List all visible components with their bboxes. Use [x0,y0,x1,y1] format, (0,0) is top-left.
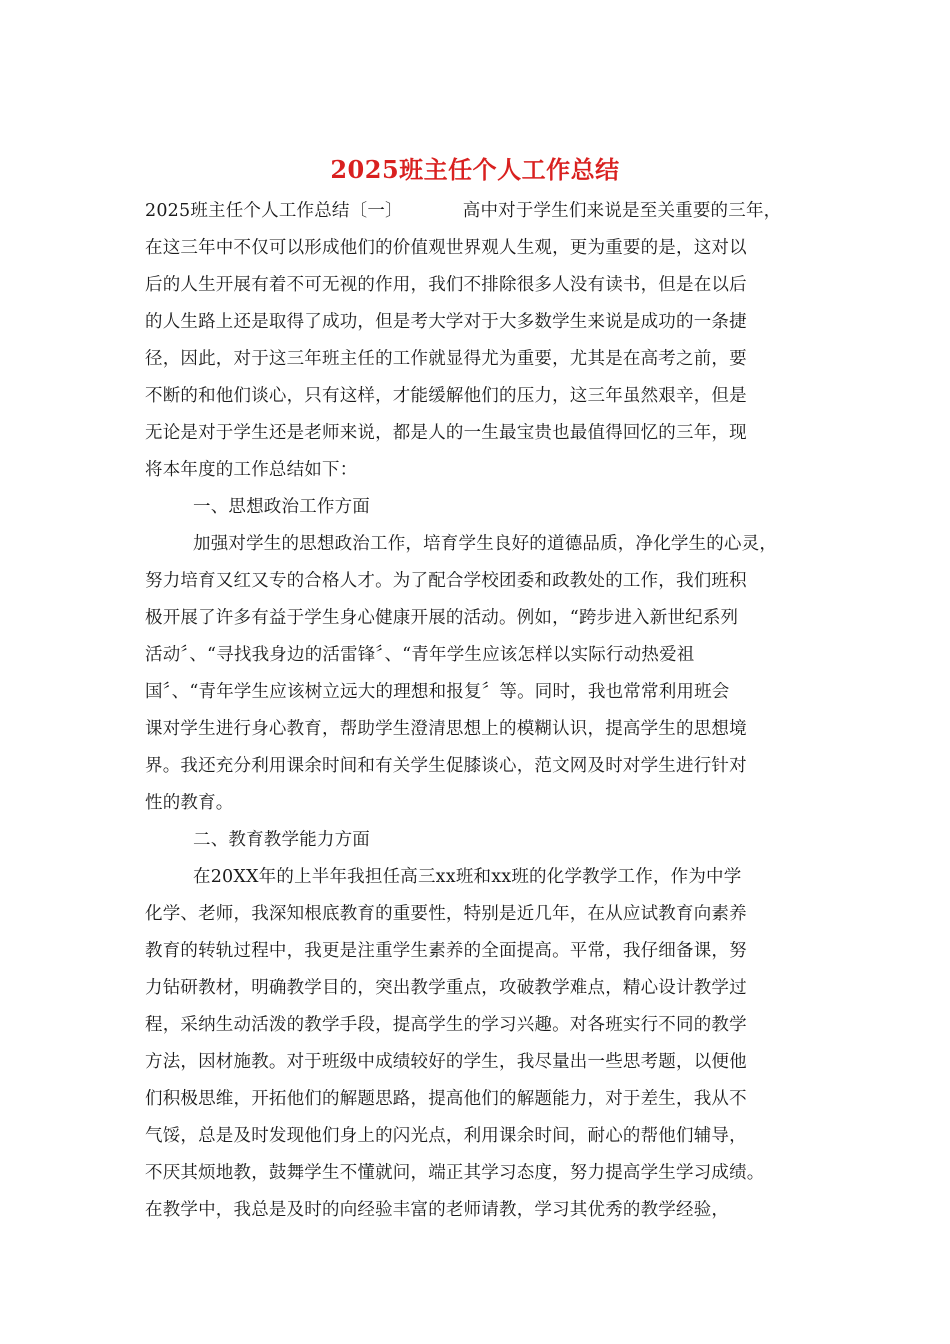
paragraph-line: 教育的转轨过程中，我更是注重学生素养的全面提高。平常，我仔细备课，努 [145,941,747,961]
paragraph-line: 极开展了许多有益于学生身心健康开展的活动。例如，“跨步进入新世纪系列 [145,608,739,628]
paragraph-line: 将本年度的工作总结如下： [145,460,358,480]
paragraph-line: 努力培育又红又专的合格人才。为了配合学校团委和政教处的工作，我们班积 [145,571,747,591]
section-heading-inline: 2025班主任个人工作总结〔一〕 [145,201,403,221]
paragraph-line: 在20XX年的上半年我担任高三xx班和xx班的化学教学工作，作为中学 [193,867,742,887]
paragraph-line: 无论是对于学生还是老师来说，都是人的一生最宝贵也最值得回忆的三年，现 [145,423,747,443]
paragraph-line: 不厌其烦地教，鼓舞学生不懂就问，端正其学习态度，努力提高学生学习成绩。 [145,1163,765,1183]
paragraph-line: 性的教育。 [145,793,234,813]
paragraph-line: 不断的和他们谈心，只有这样，才能缓解他们的压力，这三年虽然艰辛，但是 [145,386,747,406]
paragraph-line: 在这三年中不仅可以形成他们的价值观世界观人生观，更为重要的是，这对以 [145,238,747,258]
paragraph-line: 力钻研教材，明确教学目的，突出教学重点，攻破教学难点，精心设计教学过 [145,978,747,998]
paragraph-text: 高中对于学生们来说是至关重要的三年， [462,201,782,221]
paragraph-line: 活动〞、“寻找我身边的活雷锋〞、“青年学生应该怎样以实际行动热爱祖 [145,645,695,665]
paragraph-line: 课对学生进行身心教育，帮助学生澄清思想上的模糊认识，提高学生的思想境 [145,719,747,739]
paragraph-line: 气馁，总是及时发现他们身上的闪光点，利用课余时间，耐心的帮他们辅导， [145,1126,747,1146]
paragraph-line: 加强对学生的思想政治工作，培育学生良好的道德品质，净化学生的心灵， [193,534,778,554]
paragraph-line: 国〞、“青年学生应该树立远大的理想和报复〞等。同时，我也常常利用班会 [145,682,730,702]
paragraph-line: 界。我还充分利用课余时间和有关学生促膝谈心，范文网及时对学生进行针对 [145,756,747,776]
paragraph-line: 径，因此，对于这三年班主任的工作就显得尤为重要，尤其是在高考之前，要 [145,349,747,369]
section-heading: 一、思想政治工作方面 [193,497,370,517]
paragraph-line: 程，采纳生动活泼的教学手段，提高学生的学习兴趣。对各班实行不同的教学 [145,1015,747,1035]
paragraph-line: 在教学中，我总是及时的向经验丰富的老师请教，学习其优秀的教学经验， [145,1200,730,1220]
paragraph-line: 后的人生开展有着不可无视的作用，我们不排除很多人没有读书，但是在以后 [145,275,747,295]
section-heading: 二、教育教学能力方面 [193,830,370,850]
paragraph-line: 的人生路上还是取得了成功，但是考大学对于大多数学生来说是成功的一条捷 [145,312,747,332]
paragraph-line [145,199,781,223]
paragraph-line: 们积极思维，开拓他们的解题思路，提高他们的解题能力，对于差生，我从不 [145,1089,747,1109]
paragraph-line: 方法，因材施教。对于班级中成绩较好的学生，我尽量出一些思考题，以便他 [145,1052,747,1072]
document-title: 2025班主任个人工作总结 [330,155,620,184]
paragraph-line: 化学、老师，我深知根底教育的重要性，特别是近几年，在从应试教育向素养 [145,904,747,924]
